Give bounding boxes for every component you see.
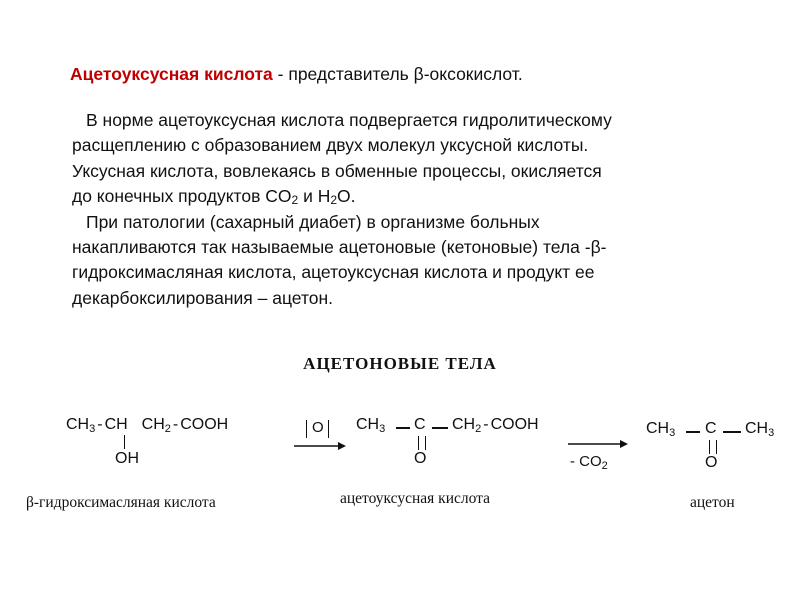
mol2-oxygen: O	[414, 450, 427, 467]
body-line: гидроксимасляная кислота, ацетоуксусная кислота и продукт ее	[72, 262, 595, 283]
atom-group: COOH	[490, 416, 539, 433]
subscript: 2	[164, 423, 171, 435]
reagent-co2	[570, 453, 608, 470]
atom-group: CH	[745, 420, 769, 437]
atom-group: CH	[141, 416, 165, 433]
name-acetoacetic: ацетоуксусная кислота	[340, 490, 490, 507]
subscript: 3	[669, 427, 676, 439]
subscript: 3	[89, 423, 96, 435]
mol2-tail	[452, 416, 539, 434]
mol3-carbon: C	[705, 420, 717, 437]
heading-accent: Ацетоуксусная кислота	[70, 64, 273, 84]
mol3-right	[745, 420, 774, 438]
body-line: В норме ацетоуксусная кислота подвергается гидролитическому	[86, 110, 612, 130]
atom-group: CH	[356, 416, 380, 433]
single-bond	[432, 427, 448, 429]
bracket-left	[306, 420, 307, 438]
bond-dash: -	[172, 416, 179, 433]
body-line: накапливаются так называемые ацетоновые (кетоновые) тела -β-	[72, 237, 607, 258]
subscript: 3	[379, 423, 386, 435]
subscript: 2	[330, 193, 338, 208]
mol1-hydroxyl: OH	[115, 450, 139, 467]
subscript: 2	[291, 193, 299, 208]
single-bond	[723, 431, 741, 433]
bracket-right	[328, 420, 329, 438]
reagent-oxygen: O	[312, 419, 324, 436]
atom-group: COOH	[180, 416, 229, 433]
body-line: При патологии (сахарный диабет) в организме больных	[86, 211, 540, 232]
body-line-products	[72, 184, 762, 209]
atom-group: CH	[104, 416, 128, 433]
subscript: 2	[601, 460, 608, 472]
reaction-arrow-icon	[292, 440, 348, 452]
body-line: Уксусная кислота, вовлекаясь в обменные процессы, окисляется	[72, 160, 602, 181]
body-text	[72, 108, 762, 311]
single-bond	[686, 431, 700, 433]
body-line: декарбоксилирования – ацетон.	[72, 287, 334, 308]
mol2-carbon: C	[414, 416, 426, 433]
products-text: O.	[337, 186, 356, 207]
bond-dash: -	[97, 416, 103, 433]
mol2-chain	[356, 416, 385, 434]
mol3-left	[646, 420, 675, 438]
products-text: до конечных продуктов CO	[72, 186, 292, 207]
name-hydroxybutyric: β-гидроксимасляная кислота	[26, 494, 216, 511]
subscript: 2	[475, 423, 482, 435]
reaction-arrow-icon	[566, 438, 630, 450]
name-acetone: ацетон	[690, 494, 735, 511]
slide-heading	[70, 64, 523, 85]
reagent-text: - CO	[570, 453, 602, 470]
bond-dash: -	[483, 416, 489, 433]
products-text: и H	[298, 186, 331, 207]
heading-rest: - представитель β-оксокислот.	[272, 64, 523, 84]
mol1-chain	[66, 416, 228, 434]
body-line: расщеплению с образованием двух молекул уксусной кислоты.	[72, 135, 589, 156]
subscript: 3	[768, 427, 775, 439]
atom-group: CH	[646, 420, 670, 437]
single-bond	[124, 435, 125, 449]
double-bond	[709, 440, 717, 454]
double-bond	[418, 436, 426, 450]
atom-group: CH	[452, 416, 476, 433]
single-bond	[396, 427, 410, 429]
atom-group: CH	[66, 416, 90, 433]
scheme-title: АЦЕТОНОВЫЕ ТЕЛА	[303, 354, 497, 373]
mol3-oxygen: O	[705, 454, 718, 471]
